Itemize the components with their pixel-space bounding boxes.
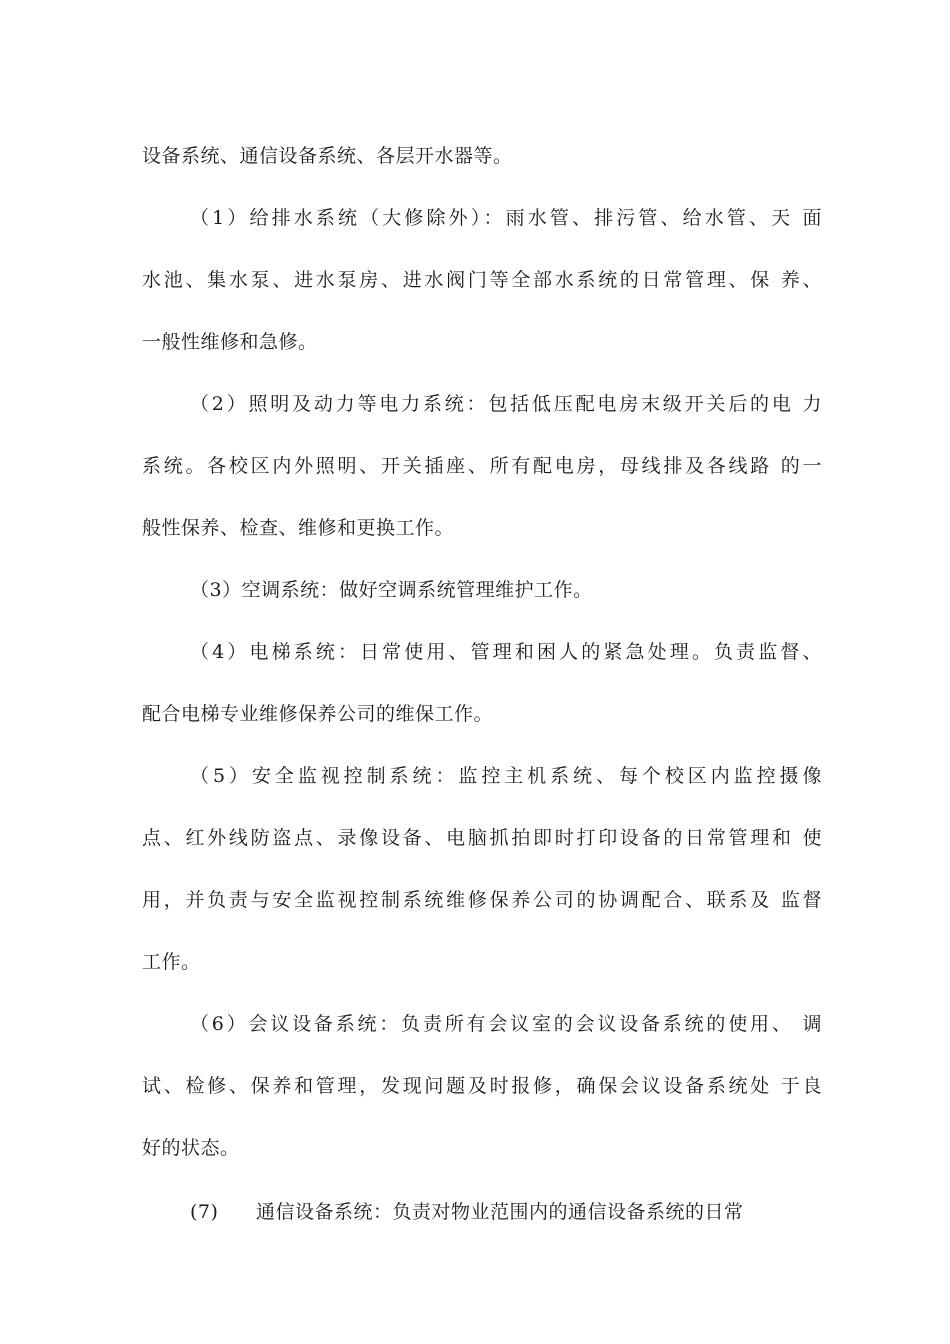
item-2-line: （2）照明及动力等电力系统：包括低压配电房末级开关后的电 力 [190,393,822,415]
item-7-line: 通信设备系统：负责对物业范围内的通信设备系统的日常 [256,1201,744,1223]
text-line: 设备系统、通信设备系统、各层开水器等。 [142,145,513,167]
item-4-line: （4）电梯系统：日常使用、管理和困人的紧急处理。负责监督、 [190,641,822,663]
text-line: 工作。 [142,951,201,973]
item-5-line: （5）安全监视控制系统：监控主机系统、每个校区内监控摄像 [190,765,822,787]
item-7-number: (7) [190,1201,219,1223]
item-6-line: （6）会议设备系统：负责所有会议室的会议设备系统的使用、 调 [190,1013,822,1035]
text-line: 系统。各校区内外照明、开关插座、所有配电房，母线排及各线路 的一 [142,455,822,477]
text-line: 配合电梯专业维修保养公司的维保工作。 [142,703,494,725]
item-3-line: （3）空调系统：做好空调系统管理维护工作。 [190,579,593,601]
text-line: 好的状态。 [142,1137,240,1159]
text-line: 一般性维修和急修。 [142,331,318,353]
text-line: 点、红外线防盗点、录像设备、电脑抓拍即时打印设备的日常管理和 使 [142,827,822,849]
text-line: 用，并负责与安全监视控制系统维修保养公司的协调配合、联系及 监督 [142,889,822,911]
text-line: 般性保养、检查、维修和更换工作。 [142,517,455,539]
text-line: 试、检修、保养和管理，发现问题及时报修，确保会议设备系统处 于良 [142,1075,822,1097]
text-line: 水池、集水泵、进水泵房、进水阀门等全部水系统的日常管理、保 养、 [142,269,822,291]
item-1-line: （1）给排水系统（大修除外）：雨水管、排污管、给水管、天 面 [190,207,822,229]
